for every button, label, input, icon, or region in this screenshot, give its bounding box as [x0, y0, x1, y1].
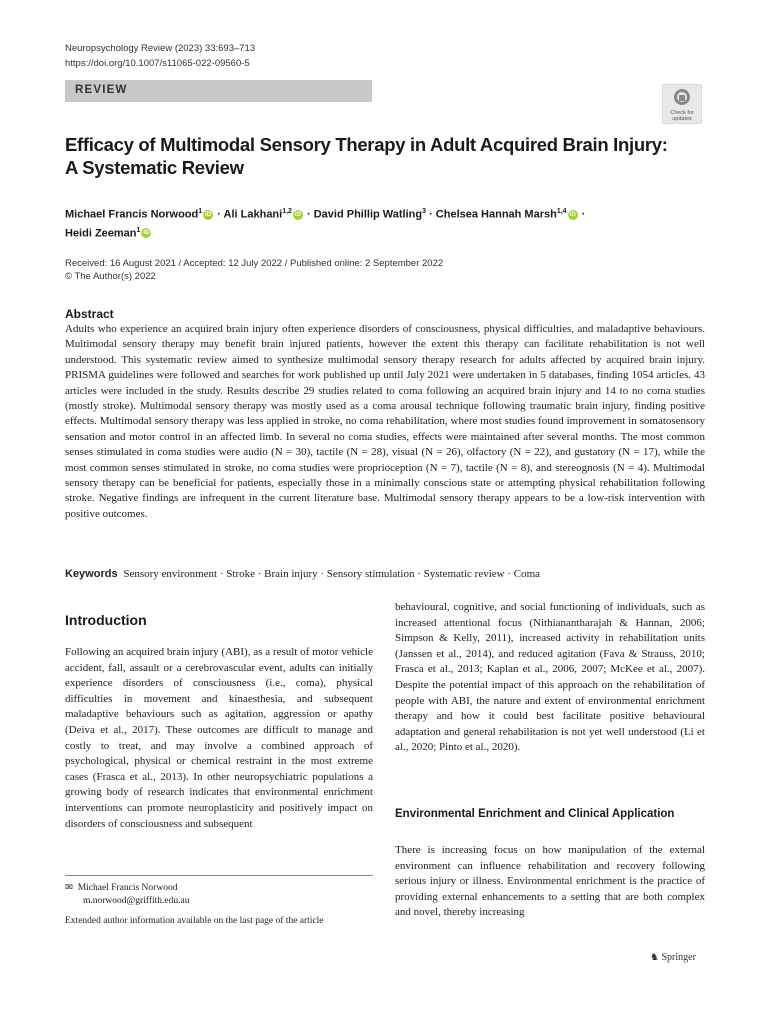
keywords-label: Keywords [65, 568, 118, 580]
orcid-icon[interactable]: iD [204, 210, 212, 218]
journal-doi[interactable]: https://doi.org/10.1007/s11065-022-09560-5 [65, 58, 250, 69]
abstract-text: Adults who experience an acquired brain injury often experience disorders of consciousness, physical difficulties, and maladaptive behaviours. Multimodal sensory therapy may benefit brain injured patients, however the extent this therapy can facilitate rehabilitation is not well understood. This systematic review aimed to synthesize multimodal sensory therapy research for adults affected by acquired brain injury. PRISMA guidelines were followed and searches for work published up until July 2021 were undertaken in 5 databases, finding 1054 articles. 43 articles were included in the study. Results describe 29 studies related to coma following an acquired brain injury and 14 to no coma studies (mostly stroke). Multimodal sensory therapy was mostly used as a coma arousal technique following traumatic brain injury, finding positive effects. Multimodal sensory therapy was less applied in stroke, no coma rehabilitation, where most studies found improvement in somatosensory sensation and motor control in an affected limb. In several no coma studies, effects were maintained after several months. The most common senses stimulated in coma studies were audio (N = 30), tactile (N = 28), visual (N = 26), olfactory (N = 22), and gustatory (N = 17), while the most common senses stimulated in stroke, no coma studies were proprioception (N = 7), tactile (N = 8), and stereognosis (N = 4). Multimodal sensory therapy can be beneficial for patients, especially those in a minimally conscious state or attempting physical rehabilitation following stroke. Negative findings are infrequent in the current literature base. Multimodal sensory therapy appears to be a low-risk intervention with positive outcomes. [65, 323, 705, 520]
extended-author-info: Extended author information available on the last page of the article [65, 916, 324, 926]
check-for-updates-icon [662, 84, 702, 124]
journal-citation: Neuropsychology Review (2023) 33:693–713 [65, 43, 256, 54]
author-affiliation: 3 [422, 208, 427, 215]
copyright-line: © The Author(s) 2022 [65, 270, 156, 282]
author-name[interactable]: Ali Lakhani [223, 208, 283, 221]
author-name[interactable]: David Phillip Watling [313, 208, 423, 221]
keywords [65, 567, 705, 581]
orcid-icon[interactable]: iD [294, 210, 302, 218]
author-name[interactable]: Heidi Zeeman [65, 227, 137, 240]
corresponding-author-name: Michael Francis Norwood [77, 883, 178, 893]
article-title [65, 133, 705, 179]
publisher-name: Springer [661, 952, 696, 963]
check-for-updates-badge[interactable] [662, 84, 702, 124]
author-affiliation: 1,2 [282, 208, 292, 215]
author-name[interactable]: Michael Francis Norwood [65, 208, 199, 221]
section-label: REVIEW [75, 84, 128, 96]
author-separator: · [426, 208, 436, 221]
author-separator: · [578, 208, 586, 221]
envelope-icon: ✉ [65, 883, 73, 893]
title-line1: Efficacy of Multimodal Sensory Therapy in Adult Acquired Brain Injury: [65, 134, 668, 155]
introduction-right-column: behavioural, cognitive, and social functioning of individuals, such as increased attentional focus (Nithianantharajah & Hannan, 2006; Simpson & Kelly, 2011), increased activity in rehabilitation units (Janssen et al., 2014), and reduced agitation (Fava & Strauss, 2010; Frasca et al., 2013; Kaplan et al., 2006, 2007; McKee et al., 2007). Despite the potential impact of this approach on the rehabilitation of people with ABI, the nature and extent of environmental enrichment therapy and how it could best facilitate positive behavioural adaptation and general rehabilitation is not yet well understood (Li et al., 2020; Pinto et al., 2020). [395, 601, 705, 754]
corresponding-author-email[interactable]: m.norwood@griffith.edu.au [83, 896, 190, 906]
section-label-bar [65, 80, 372, 102]
abstract-heading: Abstract [65, 307, 114, 321]
orcid-icon[interactable]: iD [569, 210, 576, 218]
author-affiliation: 1 [136, 226, 141, 234]
publisher-logo [650, 952, 696, 963]
author-name[interactable]: Chelsea Hannah Marsh [435, 208, 557, 221]
journal-info [65, 41, 255, 71]
introduction-heading: Introduction [65, 612, 147, 628]
subsection-heading: Environmental Enrichment and Clinical Application [395, 808, 675, 820]
springer-horse-icon: ♞ [650, 952, 659, 963]
corresponding-author [65, 882, 385, 908]
title-line2: A Systematic Review [65, 157, 244, 178]
author-affiliation: 1,4 [556, 208, 567, 215]
author-affiliation: 1 [198, 208, 203, 215]
footnote-divider [65, 875, 373, 876]
badge-line2: updates [672, 116, 692, 122]
orcid-icon[interactable]: iD [143, 229, 150, 237]
badge-line1: Check for [670, 110, 694, 116]
introduction-left-column: Following an acquired brain injury (ABI), as a result of motor vehicle accident, fall, assault or a cerebrovascular event, adults can initially experience disorders of consciousness (i.e., coma), physical difficulties in movement and kinaesthesia, and subsequent maladaptive behaviours such as agitation, aggression or apathy (Deiva et al., 2017). These outcomes are difficult to manage and costly to treat, and may involve a combined approach of psychological, physical or chemical restraint in the most extreme cases (Frasca et al., 2013). In other neuropsychiatric populations a growing body of research indicates that environmental enrichment interventions can promote neuroplasticity and positively impact on disorders of consciousness and subsequent [65, 646, 373, 830]
author-list [65, 204, 705, 241]
subsection-text: There is increasing focus on how manipulation of the external environment can influence rehabilitation and recovery following serious injury or illness. Environmental enrichment is the practice of providing external enhancements to a setting that are both complex and novel, thereby increasing [395, 844, 705, 919]
publication-dates [65, 258, 443, 283]
keywords-text: Sensory environment · Stroke · Brain injury · Sensory stimulation · Systematic review · Coma [123, 568, 541, 580]
author-separator: · [214, 208, 224, 221]
author-separator: · [303, 208, 314, 221]
dates-line: Received: 16 August 2021 / Accepted: 12 July 2022 / Published online: 2 September 2022 [65, 258, 444, 269]
